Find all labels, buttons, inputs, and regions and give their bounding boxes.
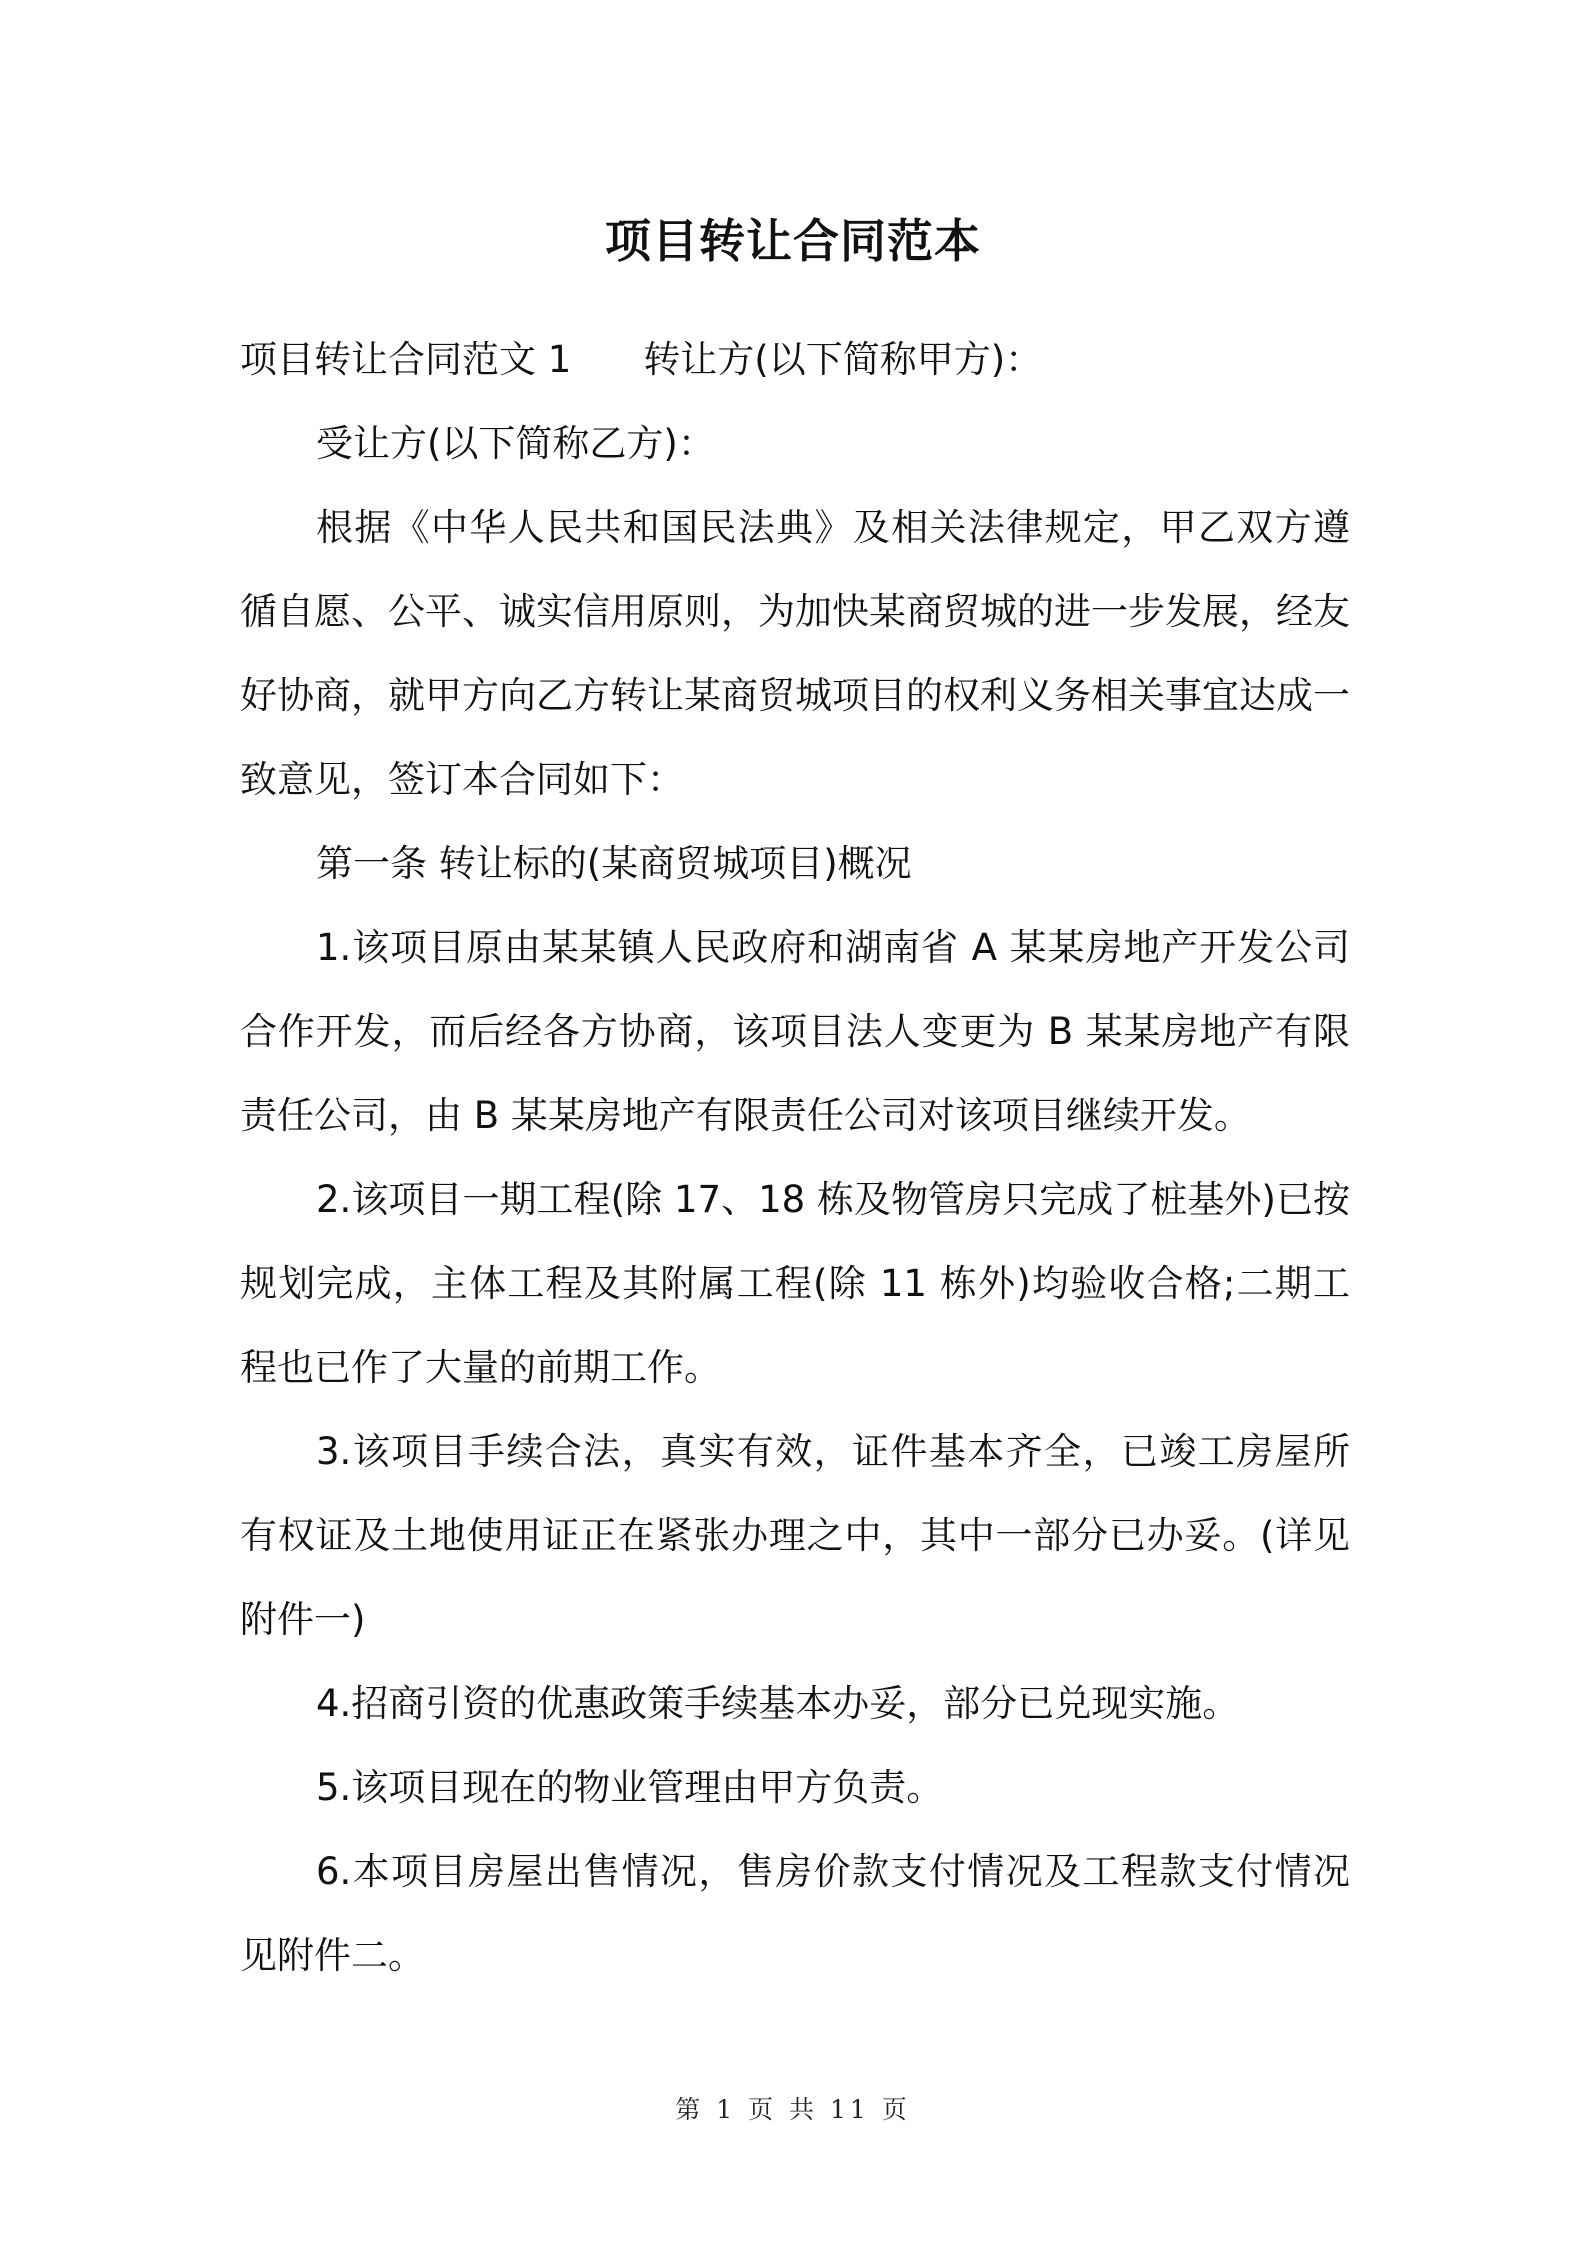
clause-6: 6.本项目房屋出售情况，售房价款支付情况及工程款支付情况见附件二。 [240,1850,1350,1977]
document-body [240,318,1350,1998]
contract-sample-label: 项目转让合同范文 1 [240,338,572,381]
preamble-paragraph: 根据《中华人民共和国民法典》及相关法律规定，甲乙双方遵循自愿、公平、诚实信用原则，为加快某商贸城的进一步发展，经友好协商，就甲方向乙方转让某商贸城项目的权利义务相关事宜达成一致意见，签订本合同如下： [240,506,1350,801]
transferee-label: 受让方(以下简称乙方)： [316,422,715,465]
clause-1: 1.该项目原由某某镇人民政府和湖南省 A 某某房地产开发公司合作开发，而后经各方协商，该项目法人变更为 B 某某房地产有限责任公司，由 B 某某房地产有限责任公司对该项目继续开发。 [240,926,1350,1137]
clause-2: 2.该项目一期工程(除 17、18 栋及物管房只完成了桩基外)已按规划完成，主体工程及其附属工程(除 11 栋外)均验收合格;二期工程也已作了大量的前期工作。 [240,1178,1350,1389]
page-number-footer: 第 1 页 共 11 页 [675,2095,911,2124]
transferor-label: 转让方(以下简称甲方)： [643,338,1043,381]
clause-5: 5.该项目现在的物业管理由甲方负责。 [316,1766,944,1809]
first-line [240,318,1350,402]
clause-4: 4.招商引资的优惠政策手续基本办妥，部分已兑现实施。 [316,1682,1240,1725]
document-title: 项目转让合同范本 [605,214,981,268]
clause-3: 3.该项目手续合法，真实有效，证件基本齐全，已竣工房屋所有权证及土地使用证正在紧张办理之中，其中一部分已办妥。(详见附件一) [240,1430,1350,1641]
article-one-heading: 第一条 转让标的(某商贸城项目)概况 [316,842,912,885]
